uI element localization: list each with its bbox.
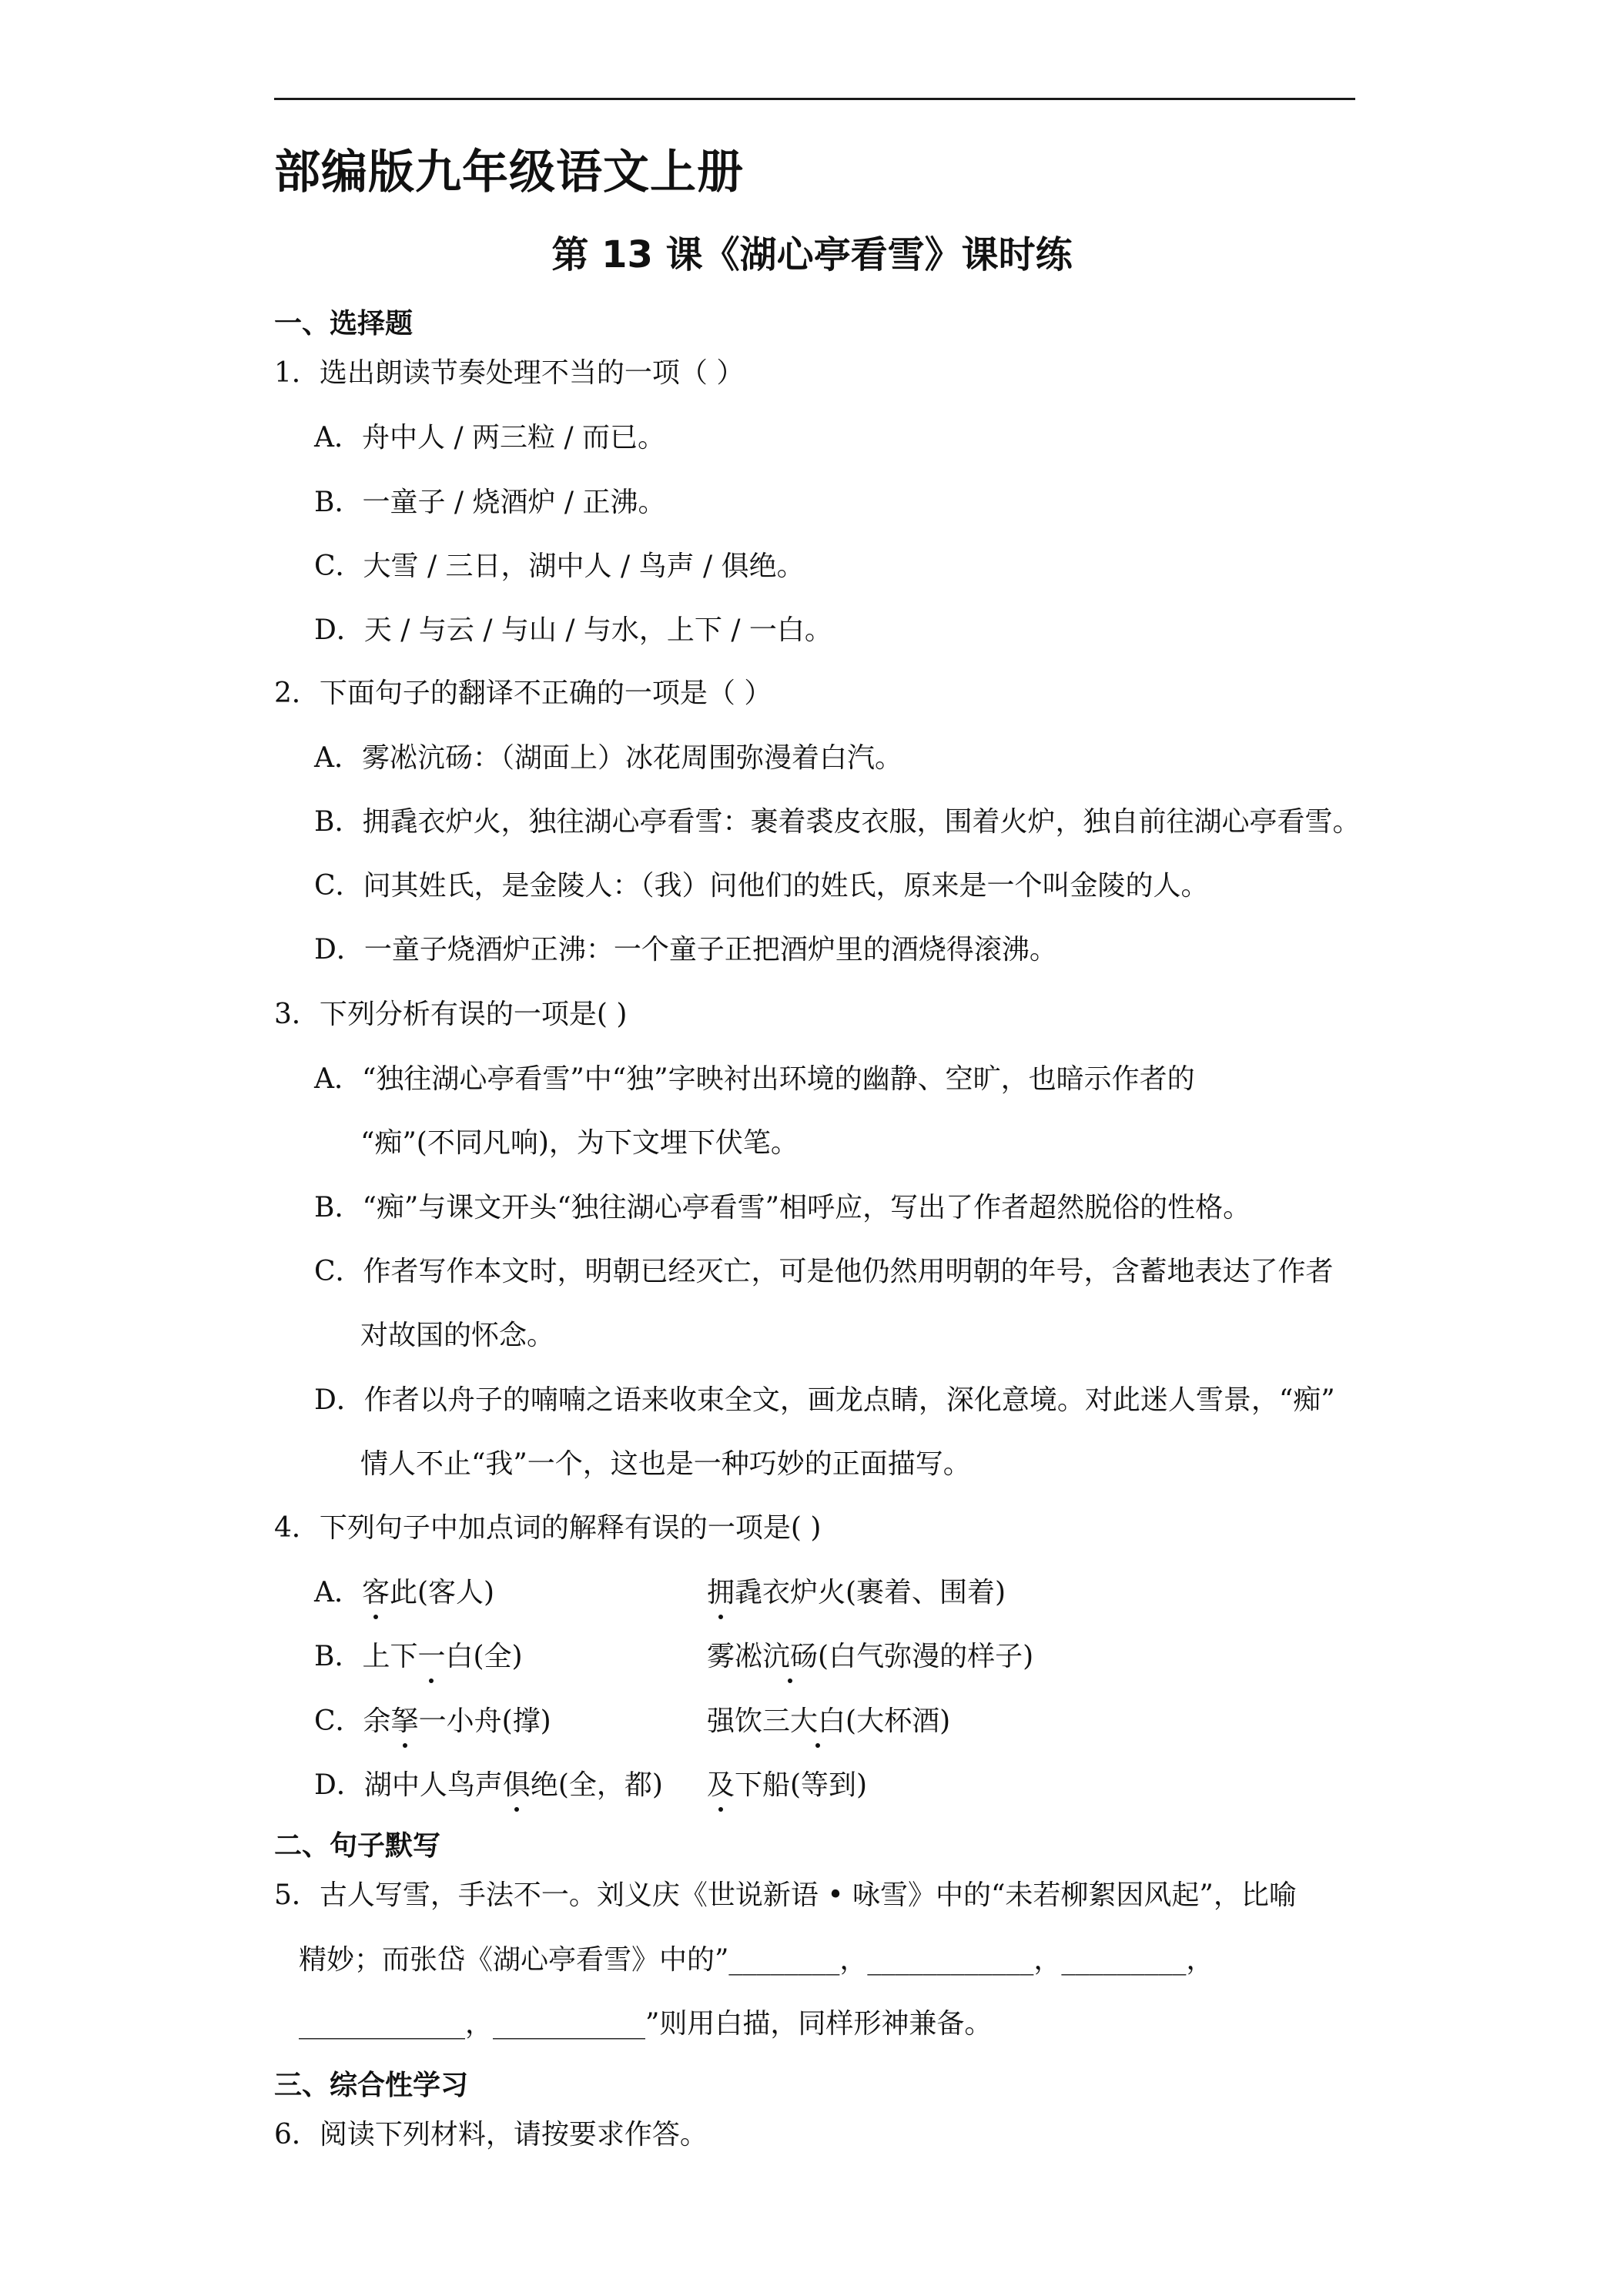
question-4-option-c-second: 强饮三大白(大杯酒) <box>707 1699 950 1739</box>
question-5-line-2: 精妙；而张岱《湖心亭看雪》中的”________，____________，_________， <box>299 1944 1214 1976</box>
dotted-word: 拏 <box>391 1699 419 1739</box>
question-3-option-c: C．作者写作本文时，明朝已经灭亡，可是他仍然用明朝的年号，含蓄地表达了作者 <box>314 1256 1334 1287</box>
question-4-option-d-second: 及下船(等到) <box>707 1763 867 1802</box>
dotted-word: 拥 <box>707 1571 735 1610</box>
section-heading-choice: 一、选择题 <box>274 308 414 340</box>
dotted-word: 客 <box>362 1571 390 1610</box>
question-4-option-b-second: 雾凇沆砀(白气弥漫的样子) <box>707 1635 1033 1674</box>
dotted-word: 一 <box>417 1635 445 1674</box>
question-3-option-d: D．作者以舟子的喃喃之语来收束全文，画龙点睛，深化意境。对此迷人雪景，“痴” <box>314 1384 1335 1416</box>
question-1-option-d: D．天 / 与云 / 与山 / 与水，上下 / 一白。 <box>314 614 832 646</box>
question-2-option-b: B．拥毳衣炉火，独往湖心亭看雪：裹着裘皮衣服，围着火炉，独自前往湖心亭看雪。 <box>314 806 1361 838</box>
lesson-subtitle: 第 13 课《湖心亭看雪》课时练 <box>551 233 1073 276</box>
question-2-stem: 2．下面句子的翻译不正确的一项是（ ） <box>274 678 772 709</box>
question-1-option-a: A．舟中人 / 两三粒 / 而已。 <box>314 422 666 454</box>
question-2-option-c: C．问其姓氏，是金陵人：（我）问他们的姓氏，原来是一个叫金陵的人。 <box>314 870 1209 902</box>
question-1-option-b: B．一童子 / 烧酒炉 / 正沸。 <box>314 487 666 518</box>
question-2-option-a: A．雾凇沆砀：（湖面上）冰花周围弥漫着白汽。 <box>314 742 902 774</box>
question-1-option-c: C．大雪 / 三日，湖中人 / 鸟声 / 俱绝。 <box>314 551 805 582</box>
question-3-option-b: B．“痴”与课文开头“独往湖心亭看雪”相呼应，写出了作者超然脱俗的性格。 <box>314 1192 1251 1223</box>
question-2-option-d: D．一童子烧酒炉正沸：一个童子正把酒炉里的酒烧得滚沸。 <box>314 934 1057 966</box>
question-3-option-a: A．“独往湖心亭看雪”中“独”字映衬出环境的幽静、空旷，也暗示作者的 <box>314 1063 1195 1095</box>
question-4-stem: 4．下列句子中加点词的解释有误的一项是( ) <box>274 1512 822 1544</box>
question-3-option-a-cont: “痴”(不同凡响)，为下文埋下伏笔。 <box>360 1127 799 1159</box>
dotted-word: 及 <box>707 1763 735 1802</box>
question-4-option-c: C．余拏一小舟(撑) <box>314 1699 551 1739</box>
question-3-option-c-cont: 对故国的怀念。 <box>360 1320 555 1351</box>
dotted-word: 沆砀 <box>762 1635 818 1674</box>
question-3-option-d-cont: 情人不止“我”一个，这也是一种巧妙的正面描写。 <box>360 1448 971 1480</box>
question-4-option-a: A．客此(客人) <box>314 1571 494 1610</box>
dotted-word: 俱 <box>503 1763 531 1802</box>
question-4-option-b: B．上下一白(全) <box>314 1635 523 1674</box>
question-6-stem: 6．阅读下列材料，请按要求作答。 <box>274 2119 708 2150</box>
section-heading-comprehensive: 三、综合性学习 <box>274 2070 469 2101</box>
question-4-option-a-second: 拥毳衣炉火(裹着、围着) <box>707 1571 1006 1610</box>
section-heading-dictation: 二、句子默写 <box>274 1830 441 1862</box>
document-title: 部编版九年级语文上册 <box>274 146 744 199</box>
question-3-stem: 3．下列分析有误的一项是( ) <box>274 999 628 1030</box>
question-5-line-1: 5．古人写雪，手法不一。刘义庆《世说新语 • 咏雪》中的“未若柳絮因风起”，比喻 <box>274 1879 1297 1911</box>
question-5-line-3: ____________，___________”则用白描，同样形神兼备。 <box>299 2008 993 2040</box>
dotted-word: 大白 <box>790 1699 845 1739</box>
question-4-option-d: D．湖中人鸟声俱绝(全，都) <box>314 1763 663 1802</box>
top-rule <box>274 98 1355 100</box>
question-1-stem: 1．选出朗读节奏处理不当的一项（ ） <box>274 357 745 389</box>
